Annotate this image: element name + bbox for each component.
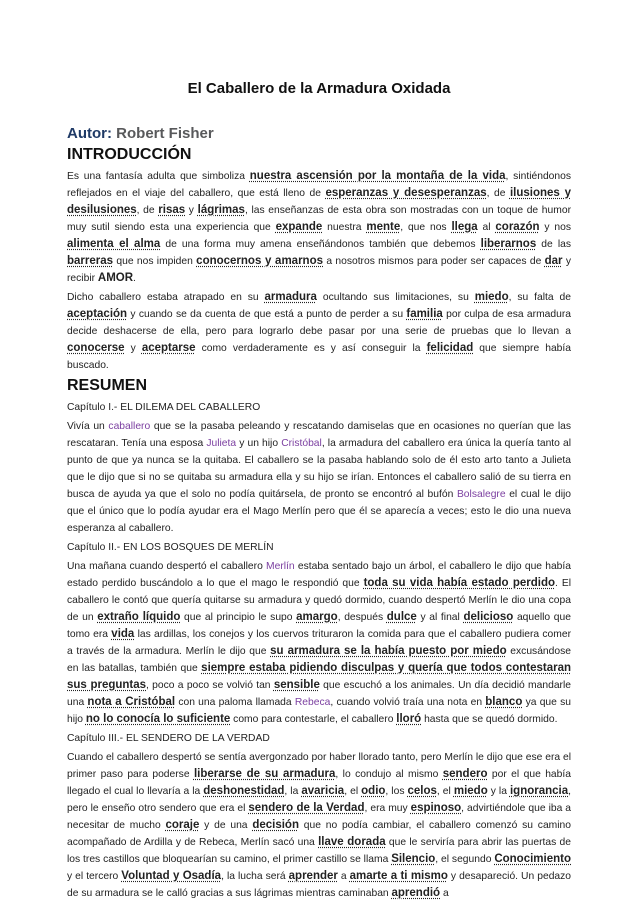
name-highlight: Merlín <box>266 561 295 572</box>
keyword-emphasis: conocernos y amarnos <box>196 255 323 267</box>
section-heading-resumen: RESUMEN <box>67 377 148 394</box>
keyword-emphasis: Voluntad y Osadía <box>121 870 222 882</box>
keyword-emphasis: celos <box>407 785 437 797</box>
keyword-emphasis: amarte a ti mismo <box>349 870 448 882</box>
name-highlight: Julieta <box>206 438 237 449</box>
keyword-emphasis: Conocimiento <box>494 853 571 865</box>
keyword-emphasis: aceptarse <box>141 342 196 354</box>
summary-section <box>67 399 571 902</box>
keyword-emphasis: ignorancia <box>509 785 569 797</box>
author-name: Robert Fisher <box>116 125 214 142</box>
keyword-emphasis: su armadura se la había puesto por miedo <box>270 645 507 657</box>
keyword-emphasis: risas <box>158 204 186 216</box>
keyword-emphasis: aceptación <box>67 308 128 320</box>
chapter-heading: Capítulo II.- EN LOS BOSQUES DE MERLÍN <box>67 542 274 553</box>
keyword-emphasis: conocerse <box>67 342 125 354</box>
keyword-emphasis: lágrimas <box>197 204 245 216</box>
keyword-emphasis: miedo <box>453 785 488 797</box>
keyword-emphasis: delicioso <box>463 611 514 623</box>
keyword-emphasis: extraño líquido <box>97 611 181 623</box>
keyword-emphasis: avaricia <box>301 785 345 797</box>
keyword-emphasis: esperanzas y desesperanzas <box>325 187 487 199</box>
keyword-emphasis: sensible <box>273 679 320 691</box>
author-line <box>67 124 571 143</box>
keyword-emphasis: siempre estaba pidiendo disculpas y quería que todos contestaran sus preguntas <box>67 662 571 691</box>
keyword-emphasis: barreras <box>67 255 114 267</box>
keyword-emphasis: dar <box>544 255 563 267</box>
paragraph: Una mañana cuando despertó el caballero Merlín estaba sentado bajo un árbol, el caballero le dijo que había estado perdido buscándolo a lo que el mago le respondió que toda su vida había estado perdido. El caballero le contó que quería quitarse su armadura y quedó dormido, cuando despertó Merlín le dio una copa de un extraño líquido que al principio le supo amargo, después dulce y al final delicioso aquello que tomo era vida las ardillas, los conejos y los cuervos trituraron la comida para que el caballero pudiera comer a través de la armadura. Merlín le dijo que su armadura se la había puesto por miedo excusándose en las batallas, también que siempre estaba pidiendo disculpas y quería que todos contestaran sus preguntas, poco a poco se volvió tan sensible que escuchó a los animales. Un día decidió mandarle una nota a Cristóbal con una paloma llamada Rebeca, cuando volvió traía una nota en blanco ya que su hijo no lo conocía lo suficiente como para contestarle, el caballero lloró hasta que se quedó dormido. <box>67 561 571 725</box>
keyword-emphasis: aprendió <box>391 887 441 899</box>
keyword-emphasis: deshonestidad <box>203 785 285 797</box>
keyword-emphasis: nota a Cristóbal <box>87 696 176 708</box>
keyword-emphasis: espinoso <box>410 802 462 814</box>
keyword-emphasis: decisión <box>252 819 299 831</box>
intro-section <box>67 168 571 374</box>
name-highlight: caballero <box>108 421 151 432</box>
keyword-emphasis: Silencio <box>391 853 436 865</box>
keyword-emphasis: sendero <box>442 768 488 780</box>
name-highlight: Cristóbal <box>281 438 322 449</box>
name-highlight: Rebeca <box>294 697 331 708</box>
keyword-emphasis: aprender <box>288 870 338 882</box>
keyword-emphasis: amargo <box>296 611 338 623</box>
keyword-emphasis: ilusiones y desilusiones <box>67 187 572 216</box>
keyword-emphasis: alimenta el alma <box>67 238 161 250</box>
paragraph: Es una fantasía adulta que simboliza nuestra ascensión por la montaña de la vida, sintiéndonos reflejados en el viaje del caballero, que está lleno de esperanzas y desesperanzas, de ilusiones y desilusiones, de risas y lágrimas, las enseñanzas de esta obra son mostradas con un toque de humor muy sutil siendo esta una experiencia que expande nuestra mente, que nos llega al corazón y nos alimenta el alma de una forma muy amena enseñándonos también que debemos liberarnos de las barreras que nos impiden conocernos y amarnos a nosotros mismos para poder ser capaces de dar y recibir AMOR. <box>67 170 572 284</box>
keyword-emphasis: sendero de la Verdad <box>248 802 365 814</box>
keyword-emphasis: armadura <box>264 291 317 303</box>
document-title: El Caballero de la Armadura Oxidada <box>187 80 451 97</box>
paragraph: Cuando el caballero despertó se sentía avergonzado por haber llorado tanto, pero Merlín le dijo que ese era el primer paso para poderse liberarse de su armadura, lo condujo al mismo sendero por el que había llegado el cual lo llevaría a la deshonestidad, la avaricia, el odio, los celos, el miedo y la ignorancia, pero le enseño otro sendero que era el sendero de la Verdad, era muy espinoso, advirtiéndole que iba a necesitar de mucho coraje y de una decisión que no podía cambiar, el caballero comenzó su camino acompañado de Ardilla y de Rebeca, Merlín sacó una llave dorada que le serviría para abrir las puertas de los tres castillos que bloquearían su camino, el primer castillo se llama Silencio, el segundo Conocimiento y el tercero Voluntad y Osadía, la lucha será aprender a amarte a ti mismo y desapareció. Un pedazo de su armadura se le calló gracias a sus lágrimas mientras caminaban aprendió a <box>67 752 572 899</box>
keyword-emphasis: felicidad <box>426 342 474 354</box>
chapter-heading: Capítulo I.- EL DILEMA DEL CABALLERO <box>67 402 261 413</box>
keyword-emphasis: mente <box>366 221 401 233</box>
keyword-emphasis: familia <box>406 308 443 320</box>
keyword-emphasis: expande <box>275 221 323 233</box>
keyword-emphasis: liberarnos <box>480 238 537 250</box>
keyword-emphasis: dulce <box>386 611 417 623</box>
section-heading-introduccion: INTRODUCCIÓN <box>67 146 192 163</box>
keyword-emphasis: nuestra ascensión por la montaña de la vida <box>249 170 506 182</box>
keyword-emphasis: blanco <box>485 696 523 708</box>
keyword-emphasis: llave dorada <box>318 836 386 848</box>
keyword-emphasis: liberarse de su armadura <box>193 768 336 780</box>
keyword-emphasis: AMOR <box>97 272 134 284</box>
name-highlight: Bolsalegre <box>456 489 506 500</box>
keyword-emphasis: miedo <box>474 291 509 303</box>
keyword-emphasis: odio <box>361 785 386 797</box>
keyword-emphasis: corazón <box>495 221 540 233</box>
paragraph: Dicho caballero estaba atrapado en su armadura ocultando sus limitaciones, su miedo, su falta de aceptación y cuando se da cuenta de que está a punto de perder a su familia por culpa de esa armadura decide deshacerse de ella, pero para lograrlo debe pasar por una serie de pruebas que lo llevan a conocerse y aceptarse como verdaderamente es y así conseguir la felicidad que siempre había buscado. <box>67 291 572 371</box>
chapter-heading: Capítulo III.- EL SENDERO DE LA VERDAD <box>67 733 270 744</box>
keyword-emphasis: lloró <box>396 713 422 725</box>
keyword-emphasis: toda su vida había estado perdido <box>363 577 556 589</box>
author-label: Autor: <box>67 125 112 142</box>
keyword-emphasis: no lo conocía lo suficiente <box>85 713 231 725</box>
paragraph: Vivía un caballero que se la pasaba peleando y rescatando damiselas que en ocasiones no querían que las rescataran. Tenía una esposa Julieta y un hijo Cristóbal, la armadura del caballero era única la quería tanto al punto de que ya nunca se la quitaba. El caballero se la pasaba hablando solo de él esto arto tanto a Julieta que le dijo que si no se quitaba su armadura ella y su hijo se irían. Entonces el caballero salió de su tierra en busca de ayuda ya que el solo no podía quitársela, de pronto se encontró al bufón Bolsalegre el cual le dijo que el único que lo podía ayudar era el Mago Merlín pero que él se aparecía a veces; esto le dio una nueva esperanza al caballero. <box>67 421 572 534</box>
keyword-emphasis: llega <box>451 221 478 233</box>
keyword-emphasis: coraje <box>165 819 200 831</box>
keyword-emphasis: vida <box>111 628 135 640</box>
